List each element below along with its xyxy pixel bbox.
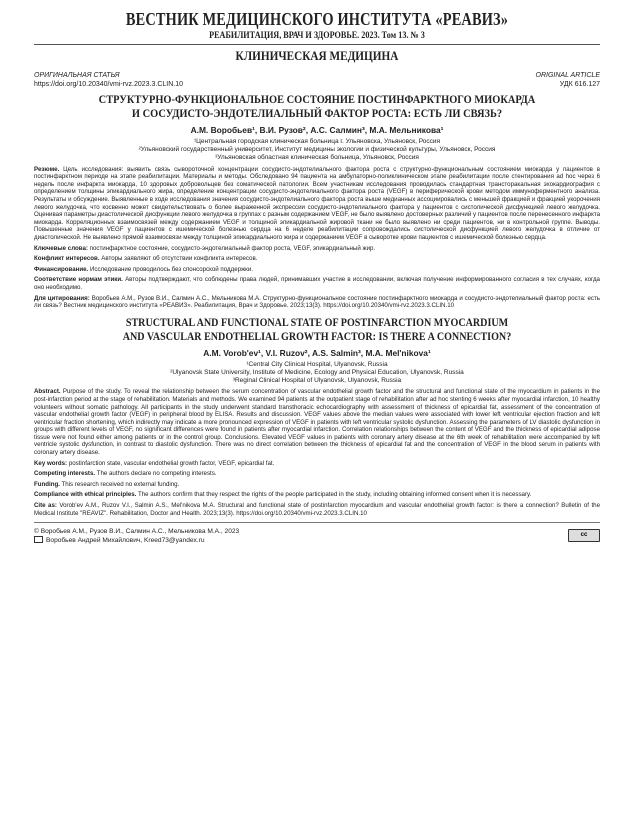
keywords-en	[34, 460, 600, 468]
udk-code: УДК 616.127	[559, 81, 600, 88]
keywords-en-text: postinfarction state, vascular endothelial growth factor, VEGF, epicardial fat.	[68, 459, 275, 467]
affiliations-ru	[34, 138, 600, 163]
competing-en-text: The authors declare no competing interests.	[96, 470, 217, 478]
article-title-ru	[54, 93, 580, 121]
abstract-ru	[34, 166, 600, 242]
cite-ru	[34, 295, 600, 310]
header-divider	[34, 44, 600, 45]
affiliation-en-1: ¹Central City Clinical Hospital, Ulyanovsk, Russia	[246, 360, 388, 368]
copyright: © Воробьев А.М., Рузов В.И., Салмин А.С., Мельникова М.А., 2023	[34, 528, 240, 536]
doi-link[interactable]: https://doi.org/10.20340/vmi-rvz.2023.3.CLIN.10	[34, 81, 184, 88]
contact-line	[34, 536, 600, 545]
article-type-en: ORIGINAL ARTICLE	[535, 72, 600, 79]
competing-en-label: Competing interests.	[34, 470, 96, 478]
title-en-line1: STRUCTURAL AND FUNCTIONAL STATE OF POSTINFARCTION MYOCARDIUM	[125, 316, 509, 329]
keywords-ru-label: Ключевые слова:	[34, 244, 88, 252]
ethics-ru-text: Авторы подтверждают, что соблюдены права людей, принимавших участие в исследовании, включая получение информированного согласия в тех случаях, когда оно необходимо.	[34, 276, 600, 291]
ethics-en	[34, 491, 600, 499]
abstract-ru-label: Резюме.	[34, 165, 60, 173]
article-meta	[34, 71, 600, 89]
article-type-ru: ОРИГИНАЛЬНАЯ СТАТЬЯ	[34, 72, 120, 79]
journal-subtitle: РЕАБИЛИТАЦИЯ, ВРАЧ И ЗДОРОВЬЕ. 2023. Том 13. № 3	[209, 31, 425, 41]
journal-title: ВЕСТНИК МЕДИЦИНСКОГО ИНСТИТУТА «РЕАВИЗ»	[125, 9, 509, 29]
authors-en: A.M. Vorob'ev¹, V.I. Ruzov², A.S. Salmin³, M.A. Mel'nikova¹	[203, 347, 431, 358]
ethics-en-text: The authors confirm that they respect the rights of the people participated in the study, including obtaining informed consent when it is necessary.	[137, 491, 532, 499]
abstract-ru-text: Цель исследования: выявить связь сывороточной концентрации сосудисто-эндотелиального фактора роста с структурно-функциональным состоянием миокарда у пациентов в постинфарктном периоде на этапе реабилитации. Материалы и методы. Обследовано 94 пациента на амбулаторно-поликлиническом этапе реабилитации после стентирования ad hoc через 6 недель после инфаркта миокарда, 10 здоровых добровольцев без соматической патологии. Всем участникам исследования проводилась стандартная трансторакальная эхокардиография с определением толщины эпикардиального жира, определение концентрации сосудисто-эндотелиального фактора роста (VEGF) в периферической крови методом иммуноферментного анализа. Результаты и обсуждение. Выявленные в ходе исследования значения сосудисто-эндотелиального фактора роста выше медианных ассоциировались с меньшей фракцией и фракцией укорочения левого желудочка, что косвенно может свидетельствовать о более выраженной экспрессии сосудисто-эндотелиального фактора у пациентов с систолической дисфункцией левого желудочка. Оценивая параметры диастолической дисфункции левого желудочка в группах с разным содержанием VEGF, не было выявлено достоверных различий у пациентов после перенесенного инфаркта миокарда. Корреляционных взаимосвязей между содержанием VEGF и толщиной эпикардиальной жировой ткани не было выявлено ни среди пациентов, ни в контрольной группе. Выводы. Повышенные значения VEGF у пациентов с ишемической болезнью сердца на 6 неделе реабилитации сопровождались систолической дисфункцией левого желудочка в отличие от диастолической. Не выявлено прямой взаимосвязи между толщиной эпикардиального жира и содержанием VEGF в сыворотке крови пациентов с ишемической болезнью сердца.	[34, 165, 600, 241]
competing-en	[34, 470, 600, 478]
abstract-en-text: Purpose of the study. To reveal the relationship between the serum concentration of vascular endothelial growth factor and the structural and functional state of the myocardium in patients in the post-infarction period at the stage of rehabilitation. Materials and methods. We examined 94 patients at the outpatient stage of rehabilitation after ad hoc stenting 6 weeks after myocardial infarction, 10 healthy volunteers without somatic pathology. All participants in the study underwent standard transthoracic echocardiography with assessment of thickness of epicardial fat, assessment of the concentration of vascular endothelial growth factor (VEGF) in peripheral blood by ELISA. Results and discussion. VEGF values above the median values were associated with lower left ventricular ejection fraction and left ventricular fraction shortening, which indirectly may indicate a more pronounced expression of VEGF in patients with left ventricular systolic dysfunction. Assessing the parameters of LV diastolic dysfunction in groups with different levels of VEGF, no significant differences were found in patients after myocardial infarction. Correlation relationships between the content of VEGF and the thickness of epicardial adipose tissue were not found either among patients or in the control group. Conclusions. Elevated VEGF values in patients with coronary artery disease at the 6th week of rehabilitation were accompanied by left ventricle systolic dysfunction, in contrast to diastolic dysfunction. There was no direct correlation between the thickness of epicardial fat and the concentration of VEGF in the blood serum in patients with coronary artery disease.	[34, 388, 600, 457]
article-page	[34, 0, 600, 545]
cc-license-icon[interactable]: cc	[568, 529, 600, 542]
affiliation-ru-3: ³Ульяновская областная клиническая больница, Ульяновск, Россия	[215, 154, 419, 162]
funding-ru-text: Исследование проводилось без спонсорской поддержки.	[89, 265, 253, 273]
funding-ru-label: Финансирование.	[34, 265, 89, 273]
abstract-en-label: Abstract.	[34, 388, 61, 396]
affiliation-ru-1: ¹Центральная городская клиническая больница г. Ульяновска, Ульяновск, Россия	[193, 138, 441, 145]
conflict-ru	[34, 255, 600, 263]
contact-text[interactable]: Воробьев Андрей Михайлович, Kreed73@yandex.ru	[46, 537, 205, 545]
title-en-line2: AND VASCULAR ENDOTHELIAL GROWTH FACTOR: IS THERE A CONNECTION?	[122, 330, 512, 343]
cite-en-text: Vorob'ev A.M., Ruzov V.I., Salmin A.S., Mel'nikova M.A. Structural and functional state of postinfarction myocardium and vascular endothelial growth factor: is there a connection? Bulletin of the Medical Institute "REAVIZ". Rehabilitation, Doctor and Health. 2023;13(3). https://doi.org/10.20340/vmi-rvz.2023.3.CLIN.10	[34, 502, 600, 517]
conflict-ru-text: Авторы заявляют об отсутствии конфликта интересов.	[101, 255, 258, 263]
ethics-ru-label: Соответствие нормам этики.	[34, 276, 123, 284]
affiliation-en-2: ²Ulyanovsk State University, Institute of Medicine, Ecology and Physical Education, Ulyanovsk, Russia	[170, 368, 464, 376]
cite-en	[34, 502, 600, 517]
keywords-ru-text: постинфарктное состояние, сосудисто-эндотелиальный фактор роста, VEGF, эпикардиальный жир.	[89, 244, 376, 252]
mail-icon	[34, 536, 43, 543]
section-title: КЛИНИЧЕСКАЯ МЕДИЦИНА	[235, 49, 399, 63]
keywords-en-label: Key words:	[34, 459, 68, 467]
affiliation-en-3: ³Reginal Clinical Hospital of Ulyanovsk, Ulyanovsk, Russia	[232, 377, 402, 385]
conflict-ru-label: Конфликт интересов.	[34, 255, 100, 263]
ethics-ru	[34, 276, 600, 291]
affiliations-en	[34, 361, 600, 386]
footer-divider	[34, 522, 600, 523]
funding-en-text: This research received no external funding.	[61, 480, 180, 488]
article-title-en	[62, 316, 571, 344]
funding-ru	[34, 266, 600, 274]
cite-ru-text: Воробьев А.М., Рузов В.И., Салмин А.С., Мельникова М.А. Структурно-функциональное состояние постинфарктного миокарда и сосудисто-эндотелиальный фактор роста: есть ли связь? Вестник медицинского института «РЕАВИЗ». Реабилитация, Врач и Здоровье. 2023;13(3). https://doi.org/10.20340/vmi-rvz.2023.3.CLIN.10	[34, 294, 600, 310]
footer	[34, 527, 600, 545]
cite-en-label: Cite as:	[34, 502, 57, 510]
authors-ru: А.М. Воробьев¹, В.И. Рузов², А.С. Салмин³, М.А. Мельникова¹	[190, 125, 444, 135]
ethics-en-label: Compliance with ethical principles.	[34, 491, 137, 499]
funding-en	[34, 481, 600, 489]
funding-en-label: Funding.	[34, 480, 60, 488]
affiliation-ru-2: ²Ульяновский государственный университет, Институт медицины экологии и физической культуры, Ульяновск, Россия	[138, 146, 496, 154]
cite-ru-label: Для цитирования:	[34, 294, 90, 302]
title-ru-line2: И СОСУДИСТО-ЭНДОТЕЛИАЛЬНЫЙ ФАКТОР РОСТА: ЕСТЬ ЛИ СВЯЗЬ?	[131, 108, 503, 120]
abstract-en	[34, 388, 600, 456]
title-ru-line1: СТРУКТУРНО-ФУНКЦИОНАЛЬНОЕ СОСТОЯНИЕ ПОСТИНФАРКТНОГО МИОКАРДА	[98, 94, 536, 106]
keywords-ru	[34, 245, 600, 253]
